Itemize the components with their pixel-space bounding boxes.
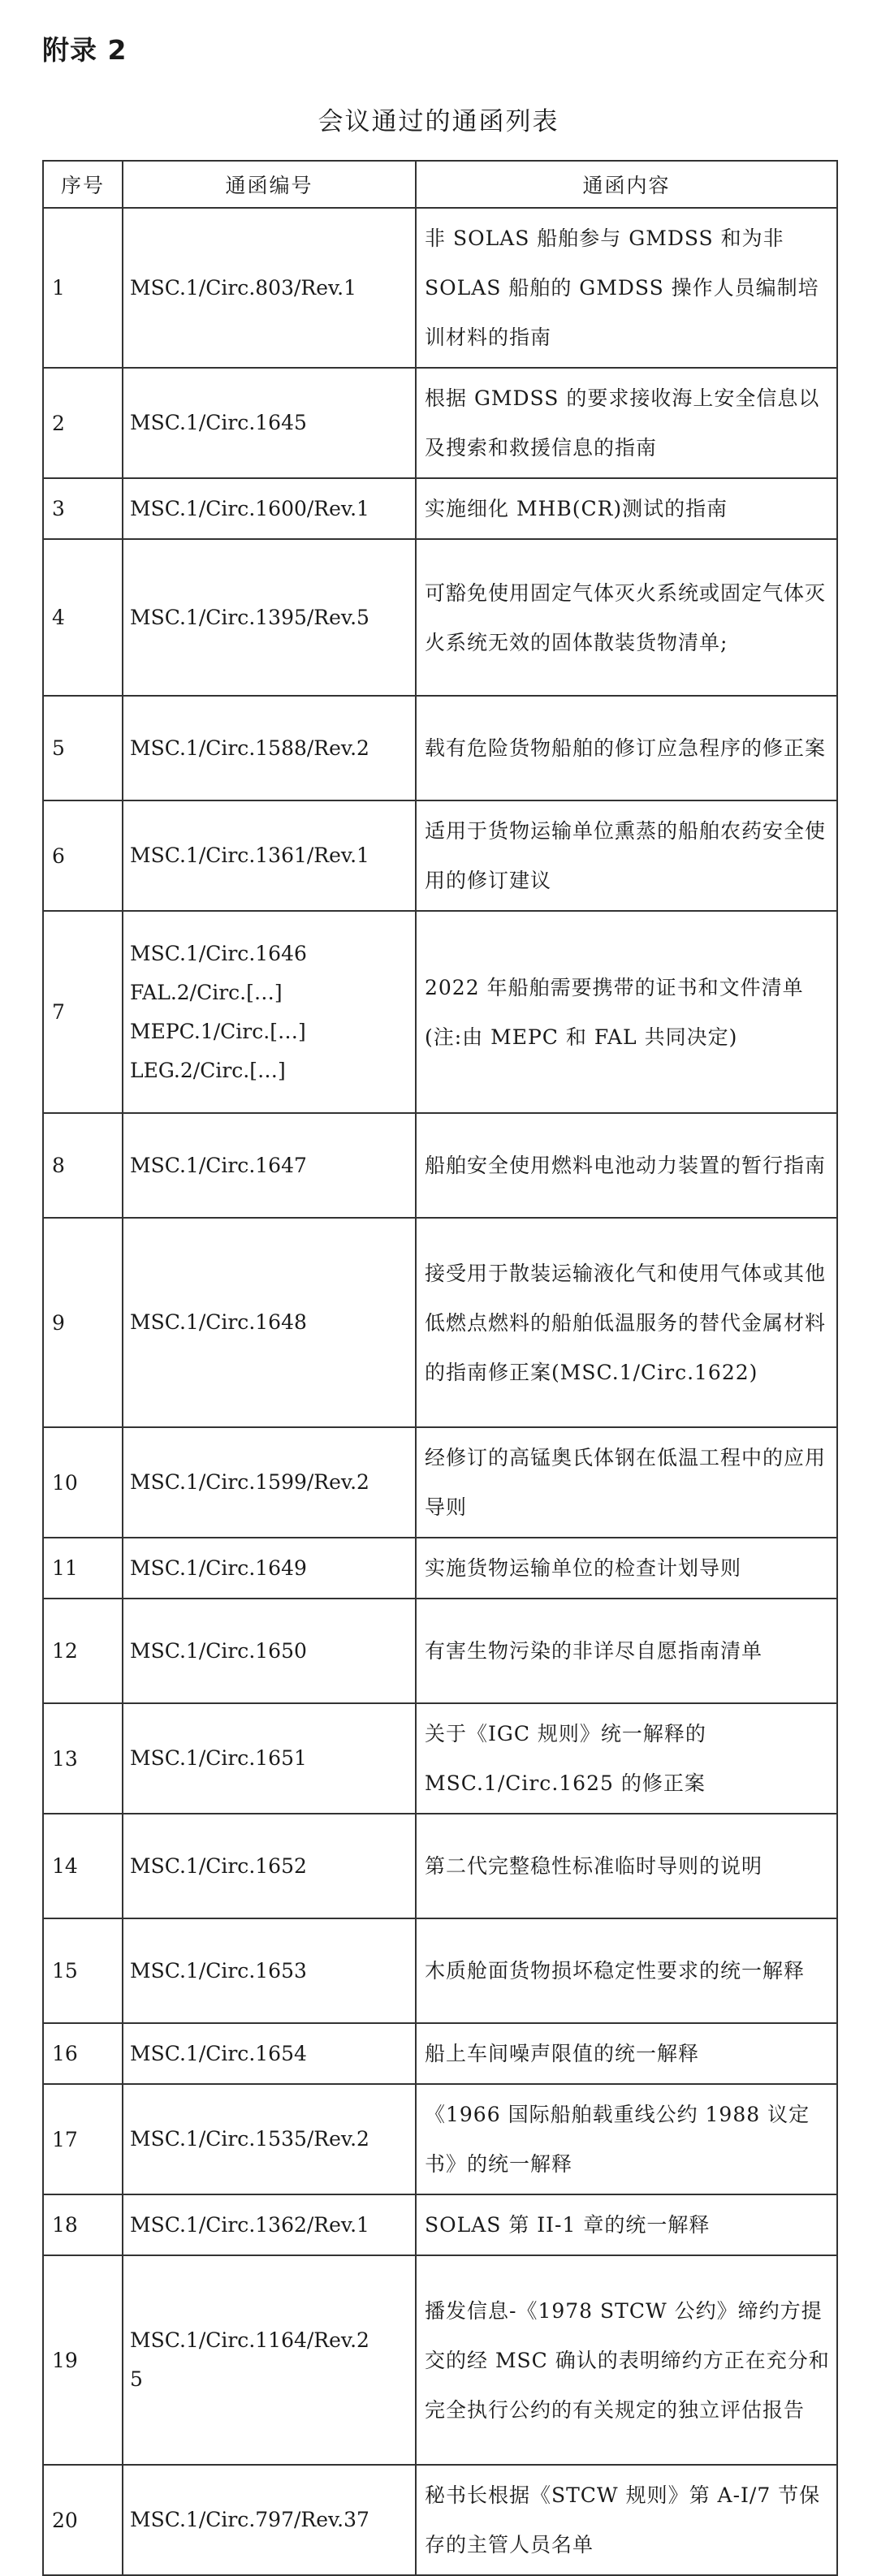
table-row [43, 2084, 837, 2194]
row-serial-number: 19 [43, 2255, 123, 2465]
row-circular-code [123, 368, 416, 478]
circular-code-line: MSC.1/Circ.1600/Rev.1 [130, 496, 369, 520]
row-serial-number: 4 [43, 539, 123, 696]
row-serial-number: 2 [43, 368, 123, 478]
circular-code-line: MSC.1/Circ.1645 [130, 411, 307, 434]
circular-code-line: MSC.1/Circ.1653 [130, 1958, 307, 1983]
table-row [43, 1918, 837, 2023]
row-circular-content: 非 SOLAS 船舶参与 GMDSS 和为非 SOLAS 船舶的 GMDSS 操作人员编制培训材料的指南 [416, 208, 837, 368]
row-serial-number: 12 [43, 1599, 123, 1703]
row-circular-code [123, 2194, 416, 2255]
table-row [43, 1218, 837, 1427]
table-row [43, 2465, 837, 2575]
table-row [43, 800, 837, 911]
row-circular-content: 秘书长根据《STCW 规则》第 A-I/7 节保存的主管人员名单 [416, 2465, 837, 2575]
table-row [43, 1599, 837, 1703]
row-circular-content: 有害生物污染的非详尽自愿指南清单 [416, 1599, 837, 1703]
row-serial-number: 15 [43, 1918, 123, 2023]
circular-code-line: MSC.1/Circ.797/Rev.37 [130, 2508, 369, 2531]
row-circular-content: 2022 年船舶需要携带的证书和文件清单 (注:由 MEPC 和 FAL 共同决定) [416, 911, 837, 1113]
row-circular-code [123, 539, 416, 696]
row-circular-code [123, 800, 416, 911]
circular-code-line: MSC.1/Circ.803/Rev.1 [130, 275, 357, 300]
circular-code-line: MSC.1/Circ.1362/Rev.1 [130, 2212, 369, 2237]
table-row [43, 2023, 837, 2084]
row-circular-content: 根据 GMDSS 的要求接收海上安全信息以及搜索和救援信息的指南 [416, 368, 837, 478]
table-row [43, 368, 837, 478]
circular-code-line: MSC.1/Circ.1652 [130, 1853, 307, 1878]
row-serial-number: 11 [43, 1538, 123, 1599]
circular-code-line: MSC.1/Circ.1650 [130, 1638, 307, 1663]
row-serial-number: 9 [43, 1218, 123, 1427]
table-row [43, 1703, 837, 1814]
circular-code-line: MSC.1/Circ.1651 [130, 1746, 307, 1770]
row-serial-number: 16 [43, 2023, 123, 2084]
table-row [43, 1427, 837, 1538]
row-circular-content: 第二代完整稳性标准临时导则的说明 [416, 1814, 837, 1918]
row-circular-code [123, 2084, 416, 2194]
row-circular-code [123, 2023, 416, 2084]
circular-code-line: MSC.1/Circ.1646 [130, 941, 307, 965]
table-title: 会议通过的通函列表 [318, 107, 559, 136]
row-serial-number: 13 [43, 1703, 123, 1814]
table-row [43, 1814, 837, 1918]
row-circular-code [123, 1538, 416, 1599]
row-circular-content: 船上车间噪声限值的统一解释 [416, 2023, 837, 2084]
row-circular-code [123, 2465, 416, 2575]
row-serial-number: 7 [43, 911, 123, 1113]
table-row [43, 2194, 837, 2255]
circular-code-line: 5 [130, 2367, 143, 2391]
row-circular-content: 载有危险货物船舶的修订应急程序的修正案 [416, 696, 837, 800]
row-circular-content: 实施细化 MHB(CR)测试的指南 [416, 478, 837, 539]
circulars-table [42, 160, 838, 2576]
circular-code-line: MSC.1/Circ.1395/Rev.5 [130, 605, 369, 629]
row-circular-code [123, 1703, 416, 1814]
row-circular-code [123, 911, 416, 1113]
row-circular-content: 关于《IGC 规则》统一解释的 MSC.1/Circ.1625 的修正案 [416, 1703, 837, 1814]
table-row [43, 911, 837, 1113]
row-serial-number: 20 [43, 2465, 123, 2575]
row-circular-content: 实施货物运输单位的检查计划导则 [416, 1538, 837, 1599]
table-row [43, 539, 837, 696]
circular-code-line: MSC.1/Circ.1599/Rev.2 [130, 1470, 369, 1494]
row-circular-content: SOLAS 第 II-1 章的统一解释 [416, 2194, 837, 2255]
row-serial-number: 8 [43, 1113, 123, 1218]
circular-code-line: LEG.2/Circ.[…] [130, 1058, 286, 1082]
row-circular-code [123, 1599, 416, 1703]
table-header-row [43, 161, 837, 208]
row-circular-code [123, 1427, 416, 1538]
row-circular-code [123, 1814, 416, 1918]
row-circular-content: 木质舱面货物损坏稳定性要求的统一解释 [416, 1918, 837, 2023]
circular-code-line: MSC.1/Circ.1164/Rev.2 [130, 2328, 369, 2352]
row-circular-content: 可豁免使用固定气体灭火系统或固定气体灭火系统无效的固体散装货物清单; [416, 539, 837, 696]
row-serial-number: 1 [43, 208, 123, 368]
row-serial-number: 17 [43, 2084, 123, 2194]
row-serial-number: 5 [43, 696, 123, 800]
circular-code-line: MSC.1/Circ.1648 [130, 1310, 307, 1334]
row-circular-code [123, 1218, 416, 1427]
row-serial-number: 6 [43, 800, 123, 911]
table-row [43, 2255, 837, 2465]
row-serial-number: 18 [43, 2194, 123, 2255]
circular-code-line: MSC.1/Circ.1647 [130, 1153, 307, 1177]
appendix-label: 附录 2 [42, 34, 127, 66]
table-row [43, 1113, 837, 1218]
header-circular-code: 通函编号 [123, 161, 416, 208]
table-row [43, 478, 837, 539]
row-serial-number: 10 [43, 1427, 123, 1538]
row-circular-content: 适用于货物运输单位熏蒸的船舶农药安全使用的修订建议 [416, 800, 837, 911]
row-circular-code [123, 478, 416, 539]
row-circular-content: 经修订的高锰奥氏体钢在低温工程中的应用导则 [416, 1427, 837, 1538]
circular-code-line: MSC.1/Circ.1654 [130, 2041, 307, 2065]
row-circular-code [123, 2255, 416, 2465]
circular-code-line: MSC.1/Circ.1361/Rev.1 [130, 844, 369, 867]
circular-code-line: MSC.1/Circ.1535/Rev.2 [130, 2127, 369, 2151]
table-row [43, 1538, 837, 1599]
row-serial-number: 3 [43, 478, 123, 539]
row-serial-number: 14 [43, 1814, 123, 1918]
row-circular-code [123, 1918, 416, 2023]
row-circular-code [123, 696, 416, 800]
header-circular-content: 通函内容 [416, 161, 837, 208]
header-serial-number: 序号 [43, 161, 123, 208]
circular-code-line: FAL.2/Circ.[…] [130, 980, 283, 1004]
row-circular-content: 播发信息-《1978 STCW 公约》缔约方提交的经 MSC 确认的表明缔约方正在充分和完全执行公约的有关规定的独立评估报告 [416, 2255, 837, 2465]
circular-code-line: MSC.1/Circ.1588/Rev.2 [130, 736, 369, 760]
row-circular-code [123, 208, 416, 368]
circular-code-line: MSC.1/Circ.1649 [130, 1556, 307, 1580]
row-circular-content: 船舶安全使用燃料电池动力装置的暂行指南 [416, 1113, 837, 1218]
row-circular-code [123, 1113, 416, 1218]
row-circular-content: 接受用于散装运输液化气和使用气体或其他低燃点燃料的船舶低温服务的替代金属材料的指南修正案(MSC.1/Circ.1622) [416, 1218, 837, 1427]
row-circular-content: 《1966 国际船舶载重线公约 1988 议定书》的统一解释 [416, 2084, 837, 2194]
circular-code-line: MEPC.1/Circ.[…] [130, 1019, 306, 1043]
table-row [43, 208, 837, 368]
table-row [43, 696, 837, 800]
